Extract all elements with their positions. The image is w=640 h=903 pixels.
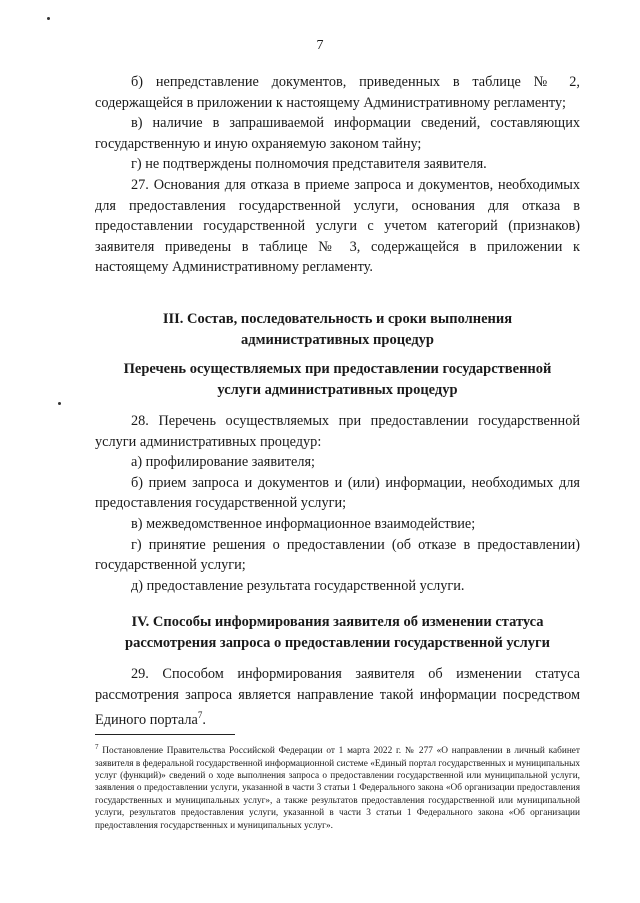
list-item-a: а) профилирование заявителя; (131, 454, 316, 471)
procedures-list-heading-line2: услуги административных процедур (217, 381, 458, 398)
paragraph-g-authority: г) не подтверждены полномочия представителя заявителя. (131, 156, 487, 173)
text-block-reasons (95, 72, 580, 278)
footnote-separator (95, 734, 235, 735)
paragraph-29 (95, 664, 580, 731)
page-number: 7 (316, 38, 324, 53)
list-item-b: б) прием запроса и документов и (или) информации, необходимых для предоставления государственной услуги; (95, 474, 580, 512)
paragraph-28: 28. Перечень осуществляемых при предоставлении государственной услуги административных процедур: (95, 413, 580, 450)
procedures-list-heading (95, 359, 580, 400)
footnote-text: Постановление Правительства Российской Федерации от 1 марта 2022 г. № 277 «О направлении в личный кабинет заявителя в федеральной государственной информационной системе «Единый портал государственных и муниципальных услуг (функций)» сведений о ходе выполнения запроса о предоставлении государственной или муниципальной услуги, заявления о предоставлении услуги, указанной в части 3 статьи 1 Федерального закона «Об организации предоставления государственных и муниципальных услуг», а также результатов предоставления государственной или муниципальной услуги, результатов предоставления услуги, указанной в части 3 статьи 1 Федерального закона «Об организации предоставления государственных и муниципальных услуг». (95, 746, 580, 831)
section-3-heading-line2: административных процедур (241, 331, 434, 348)
list-item-d: д) предоставление результата государственной услуги. (131, 577, 465, 594)
section-4-heading-line2: рассмотрения запроса о предоставлении государственной услуги (125, 634, 550, 651)
footnote-7 (95, 741, 580, 832)
procedures-list-heading-line1: Перечень осуществляемых при предоставлении государственной (123, 361, 552, 377)
section-4-heading-line1: IV. Способы информирования заявителя об изменении статуса (131, 614, 544, 630)
paragraph-27: 27. Основания для отказа в приеме запроса и документов, необходимых для предоставления государственной услуги, основания для отказа в предоставлении государственной услуги с учетом категорий (признаков) заявителя приведены в таблице № 3, содержащейся в приложении к настоящему Административному регламенту. (95, 176, 580, 276)
list-item-g: г) принятие решения о предоставлении (об отказе в предоставлении) государственной услуги; (95, 536, 580, 574)
paragraph-29-text: 29. Способом информирования заявителя об изменении статуса рассмотрения запроса является направление такой информации посредством Единого портала (95, 666, 580, 728)
footnote-ref-7: 7 (197, 710, 203, 721)
section-4-heading (95, 612, 580, 653)
scan-speck (47, 17, 50, 20)
text-block-procedures (95, 411, 580, 596)
paragraph-29-end: . (202, 711, 206, 728)
footnote-marker: 7 (95, 743, 99, 751)
scan-speck (58, 402, 61, 405)
section-3-heading (95, 309, 580, 350)
paragraph-b-documents: б) непредставление документов, приведенных в таблице № 2, содержащейся в приложении к настоящему Административному регламенту; (95, 74, 580, 111)
list-item-v: в) межведомственное информационное взаимодействие; (131, 515, 476, 532)
text-block-informing (95, 664, 580, 731)
paragraph-v-secret: в) наличие в запрашиваемой информации сведений, составляющих государственную и иную охраняемую законом тайну; (95, 115, 580, 152)
section-3-heading-line1: III. Состав, последовательность и сроки выполнения (162, 311, 513, 327)
